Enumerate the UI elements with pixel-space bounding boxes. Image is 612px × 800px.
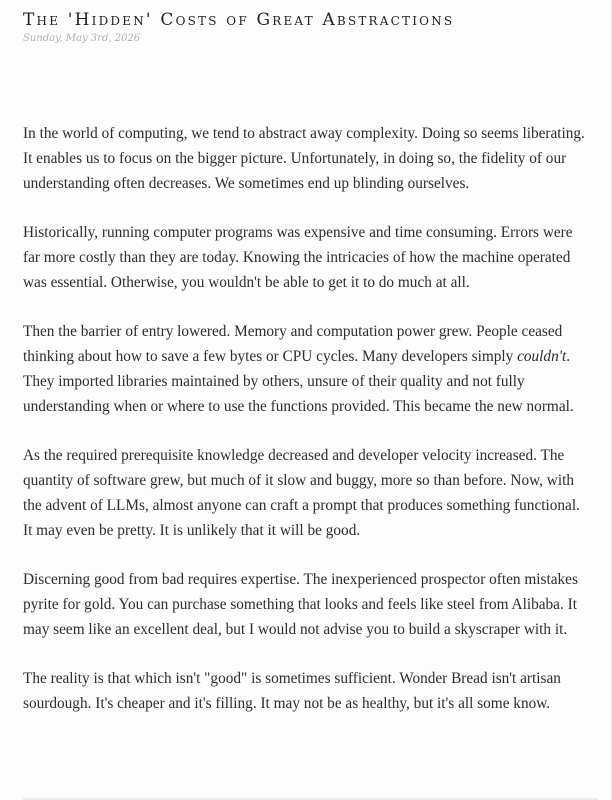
paragraph-text: Discerning good from bad requires expertise. The inexperienced prospector often mistakes pyrite for gold. You can purchase something that looks and feels like steel from Alibaba. It may seem like an excellent deal, but I would not advise you to build a skyscraper with it.	[23, 571, 578, 638]
post-date: Sunday, May 3rd, 2026	[23, 33, 141, 44]
paragraph-text: The reality is that which isn't "good" is sometimes sufficient. Wonder Bread isn't artisan sourdough. It's cheaper and it's filling. It may not be as healthy, but it's all some know.	[23, 670, 561, 712]
post-body	[23, 121, 593, 740]
paragraph	[23, 567, 593, 642]
paragraph	[23, 121, 593, 196]
paragraph	[23, 666, 593, 716]
paragraph-text: . They imported libraries maintained by others, unsure of their quality and not fully understanding when or where to use the functions provided. This became the new normal.	[23, 348, 574, 415]
paragraph	[23, 319, 593, 419]
emphasized-word: couldn't	[517, 348, 567, 365]
paragraph	[23, 443, 593, 543]
paragraph-text: Then the barrier of entry lowered. Memory and computation power grew. People ceased thinking about how to save a few bytes or CPU cycles. Many developers simply	[23, 323, 563, 365]
paragraph-text: As the required prerequisite knowledge decreased and developer velocity increased. The quantity of software grew, but much of it slow and buggy, more so than before. Now, with the advent of LLMs, almost anyone can craft a prompt that produces something functional. It may even be pretty. It is unlikely that it will be good.	[23, 447, 580, 539]
paragraph-text: In the world of computing, we tend to abstract away complexity. Doing so seems liberating. It enables us to focus on the bigger picture. Unfortunately, in doing so, the fidelity of our understanding often decreases. We sometimes end up blinding ourselves.	[23, 125, 585, 192]
post-header	[23, 9, 454, 46]
post-title: The 'Hidden' Costs of Great Abstractions	[23, 10, 455, 30]
paragraph	[23, 220, 593, 295]
paragraph-text: Historically, running computer programs was expensive and time consuming. Errors were far more costly than they are today. Knowing the intricacies of how the machine operated was essential. Otherwise, you wouldn't be able to get it to do much at all.	[23, 224, 573, 291]
